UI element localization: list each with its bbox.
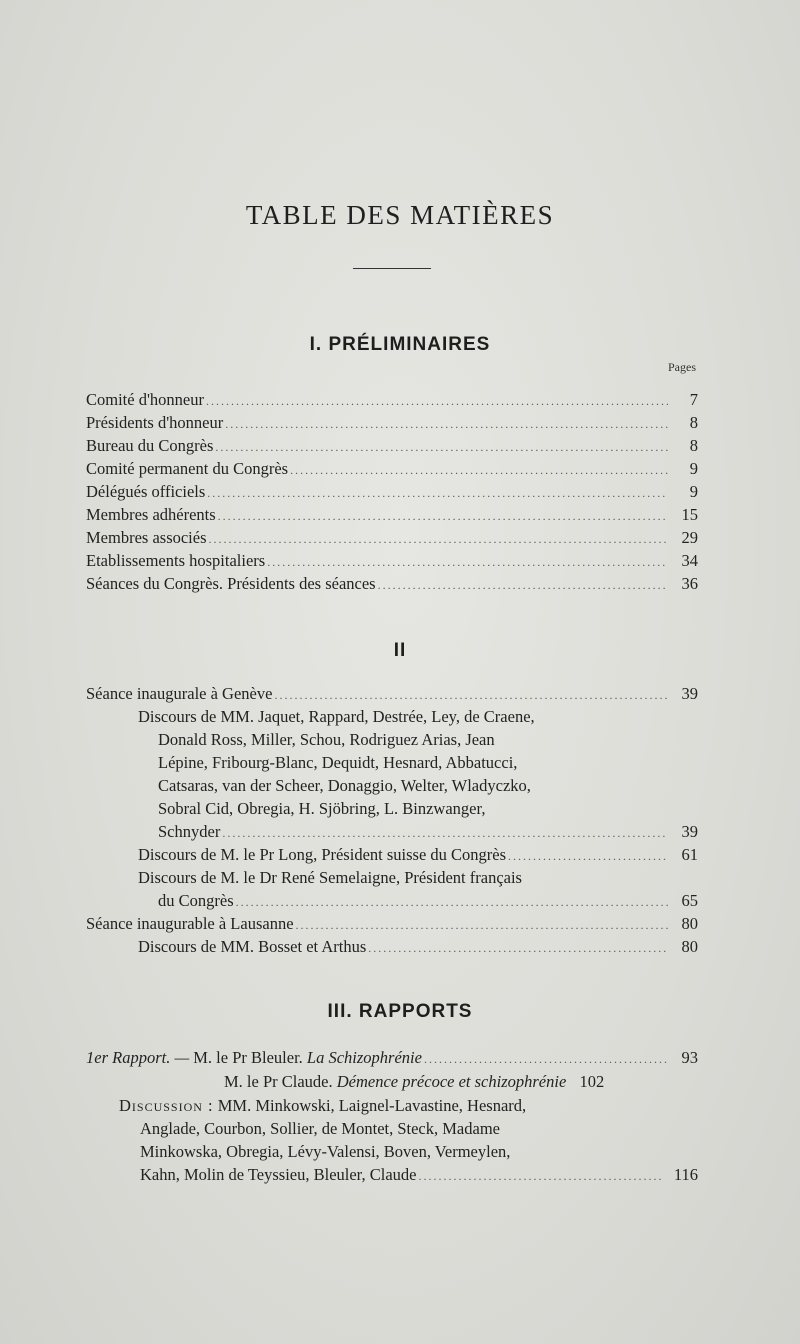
toc-entry[interactable]: Membres associés ..... 29 <box>86 527 698 549</box>
title-divider <box>353 268 431 269</box>
toc-entry[interactable]: Comité permanent du Congrès ..... 9 <box>86 458 698 480</box>
discours-1-line: Catsaras, van der Scheer, Donaggio, Welter, Wladyczko, <box>158 776 531 795</box>
toc-entry[interactable]: Etablissements hospitaliers ..... 34 <box>86 550 698 572</box>
toc-entry-schnyder[interactable]: Schnyder ..... 39 <box>158 821 698 843</box>
rapport-topic: Démence précoce et schizophrénie <box>336 1072 567 1091</box>
section-1-heading: I. PRÉLIMINAIRES <box>309 334 491 355</box>
discussion-line-3: Minkowska, Obregia, Lévy-Valensi, Boven, Vermeylen, <box>140 1142 511 1161</box>
toc-entry-discours-long[interactable]: Discours de M. le Pr Long, Président suisse du Congrès ..... 61 <box>138 844 698 866</box>
toc-entry-discussion[interactable]: Kahn, Molin de Teyssieu, Bleuler, Claude ..... 116 <box>140 1164 698 1186</box>
discussion-line-1: Discussion : MM. Minkowski, Laignel-Lavastine, Hesnard, <box>119 1096 527 1115</box>
toc-entry[interactable]: Séances du Congrès. Présidents des séances ..... 36 <box>86 573 698 595</box>
toc-entry[interactable]: Délégués officiels ..... 9 <box>86 481 698 503</box>
discours-1-line: Lépine, Fribourg-Blanc, Dequidt, Hesnard, Abbatucci, <box>158 753 518 772</box>
discours-semelaigne-line1: Discours de M. le Dr René Semelaigne, Président français <box>138 868 522 887</box>
toc-entry-geneve[interactable]: Séance inaugurale à Genève ..... 39 <box>86 683 698 705</box>
toc-entry-rapport-bleuler[interactable]: 1er Rapport. — M. le Pr Bleuler. La Schizophrénie ..... 93 <box>86 1047 698 1069</box>
page-title: TABLE DES MATIÈRES <box>245 200 555 230</box>
section-3-heading: III. RAPPORTS <box>327 1001 473 1022</box>
rapport-author: M. le Pr Claude. <box>224 1072 333 1091</box>
rapport-author: M. le Pr Bleuler. <box>193 1048 303 1067</box>
discours-1-line: Discours de MM. Jaquet, Rappard, Destrée, Ley, de Craene, <box>138 707 535 726</box>
discussion-line-2: Anglade, Courbon, Sollier, de Montet, Steck, Madame <box>140 1119 500 1138</box>
discussion-label: Discussion : <box>119 1096 214 1115</box>
section-2-heading: II <box>393 640 407 661</box>
toc-entry[interactable]: Comité d'honneur ..... 7 <box>86 389 698 411</box>
rapport-prefix: 1er Rapport. — <box>86 1048 190 1067</box>
toc-entry[interactable]: Membres adhérents ..... 15 <box>86 504 698 526</box>
rapport-topic: La Schizophrénie <box>306 1048 422 1067</box>
pages-column-label: Pages <box>668 360 696 374</box>
toc-entry-bosset-arthus[interactable]: Discours de MM. Bosset et Arthus ..... 80 <box>138 936 698 958</box>
toc-entry-rapport-claude[interactable]: M. le Pr Claude. Démence précoce et schizophrénie 102 <box>224 1072 605 1091</box>
toc-entry[interactable]: Bureau du Congrès ..... 8 <box>86 435 698 457</box>
discours-1-line: Sobral Cid, Obregia, H. Sjöbring, L. Binzwanger, <box>158 799 486 818</box>
toc-entry-lausanne[interactable]: Séance inaugurable à Lausanne ..... 80 <box>86 913 698 935</box>
toc-entry[interactable]: Présidents d'honneur ..... 8 <box>86 412 698 434</box>
discours-1-line: Donald Ross, Miller, Schou, Rodriguez Arias, Jean <box>158 730 495 749</box>
toc-entry-discours-semelaigne[interactable]: du Congrès ..... 65 <box>158 890 698 912</box>
